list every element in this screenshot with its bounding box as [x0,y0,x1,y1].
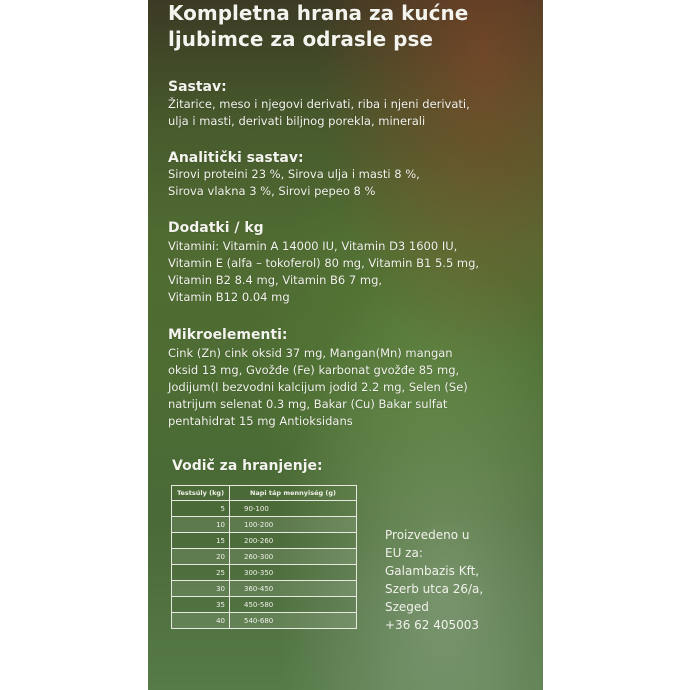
analiticki-text [168,166,538,200]
text-line: natrijum selenat 0.3 mg, Bakar (Cu) Bakar sulfat [168,397,448,411]
table-row [172,565,357,581]
dodatki-heading: Dodatki / kg [168,220,264,236]
weight-cell: 35 [172,597,230,613]
text-line: Sirovi proteini 23 %, Sirova ulja i masti 8 %, [168,167,420,181]
manufacturer-line: Galambazis Kft, [385,564,480,578]
mikro-text [168,345,538,430]
analiticki-heading: Analitički sastav: [168,150,304,166]
grams-cell: 300-350 [230,565,357,581]
grams-cell: 90-100 [230,501,357,517]
manufacturer-info [385,526,525,634]
manufacturer-line: Szerb utca 26/a, [385,582,484,596]
manufacturer-line: Szeged [385,600,429,614]
column-header-weight: Testsúly (kg) [172,486,230,501]
table-row [172,517,357,533]
text-line: Vitamin E (alfa – tokoferol) 80 mg, Vitamin B1 5.5 mg, [168,256,480,270]
product-title [168,0,528,52]
sastav-text [168,96,538,130]
mikro-heading: Mikroelementi: [168,327,288,343]
table-row [172,597,357,613]
weight-cell: 30 [172,581,230,597]
table-row [172,501,357,517]
text-line: Cink (Zn) cink oksid 37 mg, Mangan(Mn) mangan [168,346,453,360]
column-header-grams: Napi táp mennyiség (g) [230,486,357,501]
weight-cell: 15 [172,533,230,549]
dodatki-text [168,238,538,306]
title-line: ljubimce za odrasle pse [168,27,433,51]
table-row [172,581,357,597]
table-row [172,533,357,549]
text-line: oksid 13 mg, Gvožđe (Fe) karbonat gvožđe 85 mg, [168,363,460,377]
text-line: Sirova vlakna 3 %, Sirovi pepeo 8 % [168,184,376,198]
manufacturer-line: EU za: [385,546,423,560]
table-row [172,613,357,629]
grams-cell: 450-580 [230,597,357,613]
vodic-heading: Vodič za hranjenje: [172,458,323,474]
table-header-row [172,486,357,501]
text-line: Jodijum(I bezvodni kalcijum jodid 2.2 mg, Selen (Se) [168,380,468,394]
grams-cell: 360-450 [230,581,357,597]
grams-cell: 100-200 [230,517,357,533]
text-line: pentahidrat 15 mg Antioksidans [168,414,353,428]
text-line: Žitarice, meso i njegovi derivati, riba i njeni derivati, [168,97,470,111]
text-line: Vitamin B2 8.4 mg, Vitamin B6 7 mg, [168,273,383,287]
weight-cell: 25 [172,565,230,581]
table-row [172,549,357,565]
manufacturer-phone: +36 62 405003 [385,618,480,632]
text-line: Vitamin B12 0.04 mg [168,290,290,304]
weight-cell: 5 [172,501,230,517]
grams-cell: 540-680 [230,613,357,629]
text-line: Vitamini: Vitamin A 14000 IU, Vitamin D3 1600 IU, [168,239,458,253]
product-label-panel [148,0,543,690]
title-line: Kompletna hrana za kućne [168,1,469,25]
manufacturer-line: Proizvedeno u [385,528,470,542]
grams-cell: 200-260 [230,533,357,549]
sastav-heading: Sastav: [168,79,227,95]
weight-cell: 20 [172,549,230,565]
weight-cell: 10 [172,517,230,533]
grams-cell: 260-300 [230,549,357,565]
text-line: ulja i masti, derivati biljnog porekla, minerali [168,114,426,128]
feeding-guide-table [171,485,357,629]
weight-cell: 40 [172,613,230,629]
